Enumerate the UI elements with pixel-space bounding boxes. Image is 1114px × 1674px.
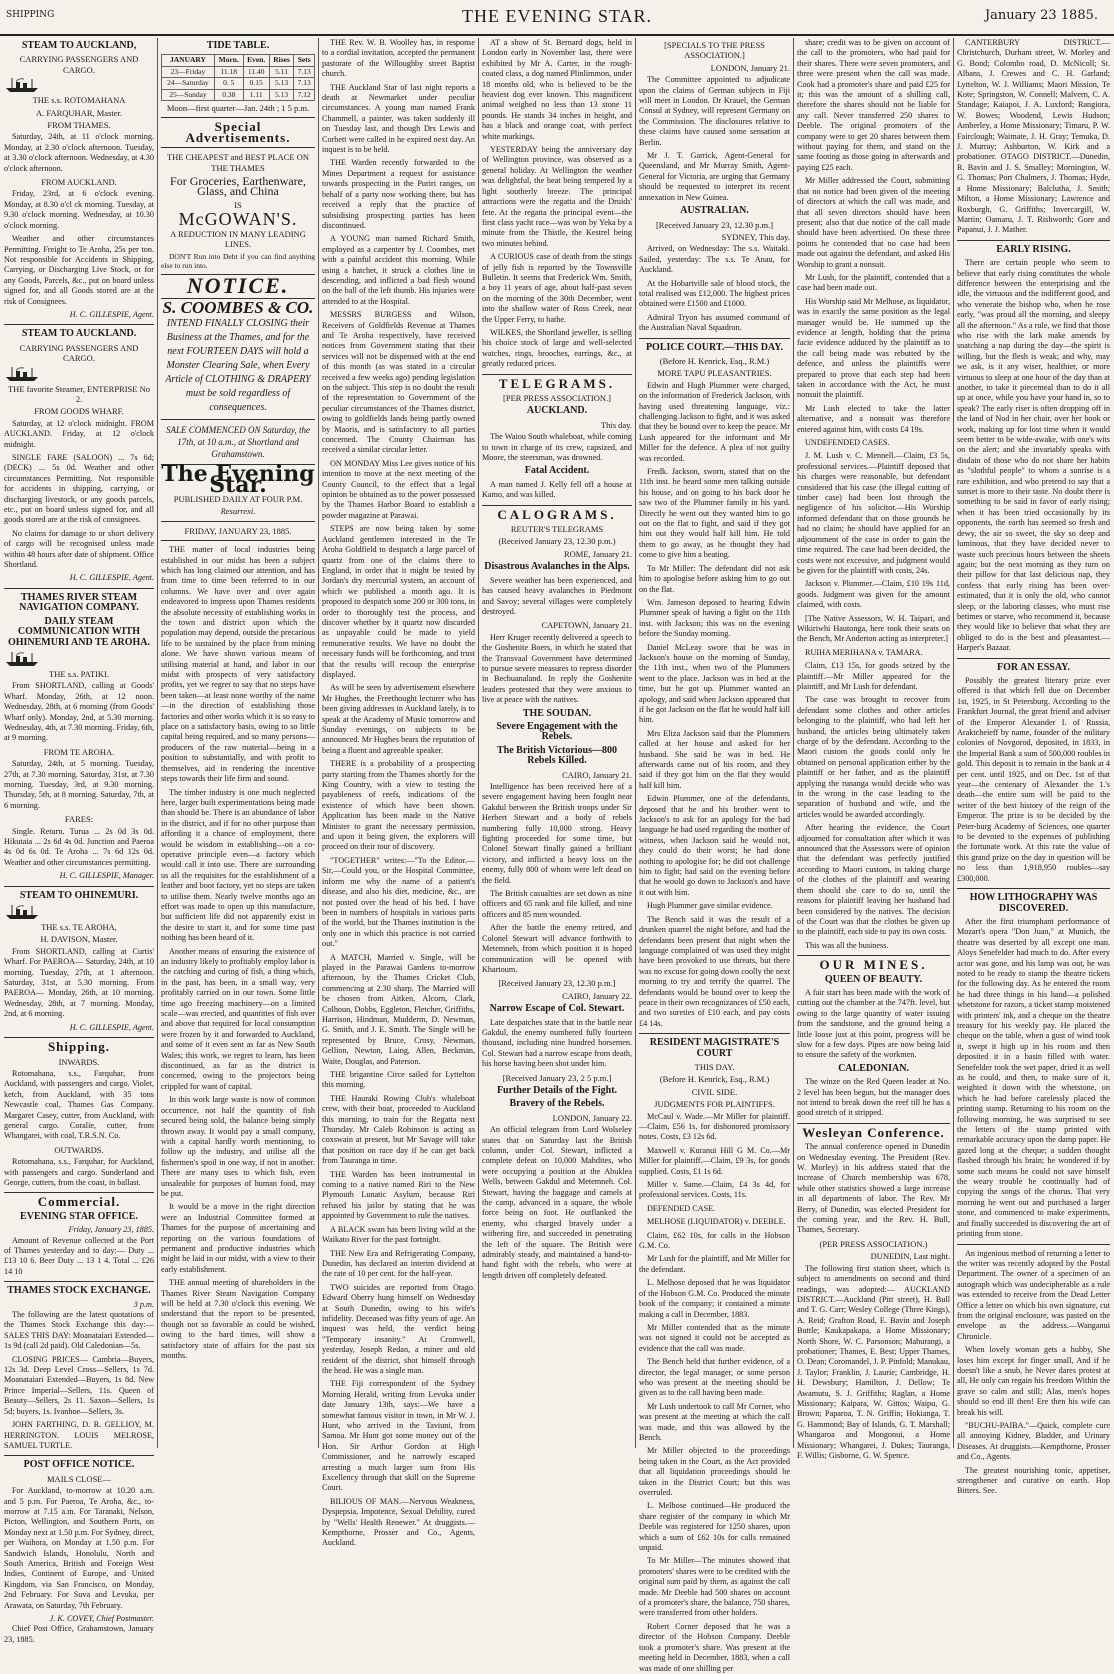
queen-of-beauty-heading: QUEEN OF BEAUTY. xyxy=(824,973,923,985)
tide-header: Sets xyxy=(294,55,315,66)
court-paragraph: Mr Lush elected to take the latter alternative, and a nonsuit was therefore entered against him, with costs £4 19s. xyxy=(797,403,950,434)
fatal-accident-heading: Fatal Accident. xyxy=(524,465,590,477)
court-paragraph: After hearing the evidence, the Court adjourned for consultation after which it was announced that the Assessors were of opinion that the defendant was perfectly justified according to Maori custom, in taking charge of the clothes of the plaintiff and wearing them should she care to do so, until the reasons for plaintiff leaving her husband had been considered by the natives. The decision of the Court was that the clothes be given up to the plaintiff, each side to pay its own costs. xyxy=(797,823,950,937)
divider xyxy=(4,1192,154,1193)
court-continued xyxy=(797,38,950,951)
tide-cell: 7.12 xyxy=(294,89,315,100)
received-note: (Received January 23, 12.30 p.m.) xyxy=(498,536,616,547)
queen-of-beauty-text: A fair start has been made with the work of cutting out the chamber at the 747ft. level, but owing to the large quantity of water issuing from the sandstone, and the ground being a little loose just at this point, progress will be slow for a few days. Pipes are now being laid to ensure the safety of the workmen. xyxy=(797,987,950,1060)
tide-header: JANUARY xyxy=(162,55,215,66)
british-victorious-heading: The British Victorious—800 Rebels Killed. xyxy=(496,744,617,767)
police-before: (Before H. Kenrick, Esq., R.M.) xyxy=(659,355,770,366)
court-paragraph: Mr Miller addressed the Court, submitting that no notice had been given of the meeting of directors at which the call was made, and that all seven directors should have been present; also that due notice of the call made should have been advertised. On these three points he contended that no case had been made out against the defendant, and asked His Worship to grant a nonsuit. xyxy=(797,176,950,269)
tide-cell: 11.18 xyxy=(214,66,243,77)
signature-line: 3 p.m. xyxy=(133,1299,154,1309)
signature-line: Friday, January 23, 1885. xyxy=(68,1225,154,1235)
after-battle-text: After the battle the enemy retired, and Colonel Stewart will advance forthwith to Metemneh, from which position it is hoped communication will be opened with Khartoum. xyxy=(482,923,632,974)
column-divider xyxy=(953,38,954,1448)
sydney-text: Arrived, on Wednesday: The s.s. Waitaki. Sailed, yesterday: The s.s. Te Anau, for Auckland. xyxy=(639,244,790,275)
news-paragraph: A YOUNG man named Richard Smith, employed as a carpenter by J. Coombes, met with a painful accident this morning. While using a hatchet, it struck a clothes line in descending, and inflicted a bad flesh wound on the ball of the left thumb. His injuries were attended to at the Hospital. xyxy=(322,234,475,306)
capetown-text: Herr Kruger recently delivered a speech to the Goshenite Boers, in which he stated that the Transvaal Government have determined to pursue severe measures to repress disorder in Bechuanaland. In reply the Goshenite leaders protested that they were anxious to live at peace with the natives. xyxy=(482,632,632,705)
divider xyxy=(4,588,154,589)
tide-cell: 0.38 xyxy=(214,89,243,100)
court-paragraph: His Worship said Mr Melhose, as liquidator, was in exactly the same position as the legal manager would be. He summed up the evidence at length, holding that the prima facie evidence adduced by the plaintiff as to the call being made was rebutted by the defence, and unless the plaintiffs were prepared to prove that each step had been taken in accordance with the Act, he must nonsuit the plaintiff. xyxy=(797,296,950,400)
london-text: An official telegram from Lord Wolseley states that on Saturday last the British column, under Col. Stewart, inflicted a complete defeat on 10,000 Mahdites, who were occupying a position at the Abuklea Wells, between Gakdul and Metemneh. Col. Stewart, having the baggage and camels at the camp, advanced in a square, the whole force being on foot. He outflanked the enemy, who charged bravely under a withering fire, and succeeded in penetrating the left of the square. The British were admirably steady, and maintained a hand-to-hand fight with the rebels, who were at length driven off completely defeated. xyxy=(482,1125,632,1280)
essay-text: Possibly the greatest literary prize ever offered is that which fell due on December 1st, 1925, in St Petersburg. According to the Frankfurt Journal, the great friend and adviser of the Emperor Alexander I. of Russia, Araktcheieff by name, founder of the military colonies of Novgorod, deposited, in 1833, in the Imperial Bank a sum of 500,000 roubles in gold. This deposit is to remain in the bank at 4 per cent. until 1925, and on Dec. 1st of that year—the centenary of Alexander the 1.'s death—the entire sum will be paid to the writer of the best history of the reign of the Emperor. The prize is to be decided by the Peter-burg Academy of Sciences, one quarter to be devoted to the expenses of publishing the fortunate work. At this rate the value of this grand prize on the day in question will be no less than 1,918,950 roubles—say £300,000. xyxy=(957,675,1110,883)
rome-date: ROME, January 21. xyxy=(564,548,632,559)
court-paragraph: Fredk. Jackson, sworn, stated that on the 11th inst. he heard some men talking outside his house, and on going to his back door he saw two of the Plummer family in his yard. Directly he went out they wanted him to go out on the flat to fight, and said if they got him out they would half kill him. He told them to go away, as he thought they had come to give him a beating. xyxy=(639,467,790,560)
court-paragraph: Maxwell v. Kuranui Hill G M. Co.—Mr Miller for plaintiff.—Claim, £9 3s, for goods supplied. Costs, £1 1s 6d. xyxy=(639,1145,790,1176)
news-paragraph: A MATCH, Married v. Single, will be played in the Parawai Gardens to-morrow afternoon, by the Thames Cricket Club, commencing at 2.30 sharp. The Married will be chosen from Aitken, Alcorn, Clark, Colhoun, Dobbs, Eggleton, Fletcher, Griffiths, Harrison, Hindman, Mudderm, D. Newman, G. Smith, and J. E. Smith. The Single will be represented by Bruce, Crosy, Newman, Gellion, Newton, Laing, Allen, Beckman, Waite, Douglas, and Paterson. xyxy=(322,952,475,1066)
editorial-body xyxy=(161,545,315,1361)
court-paragraph: MELHOSE (LIQUIDATOR) v. DEEBLE. xyxy=(647,1217,786,1227)
centered-line: MAILS CLOSE— xyxy=(47,1473,111,1484)
news-paragraph: A BLACK swan has been living wild at the Waikato River for the past fortnight. xyxy=(322,1224,475,1245)
masthead xyxy=(0,0,1114,36)
severe-engagement-heading: Severe Engagement with the Rebels. xyxy=(496,720,618,743)
auckland-text: The Waiou South whaleboat, while coming to town in charge of its crew, capsized, and Moore, the steersman, was drowned. xyxy=(482,432,632,463)
tide-cell: 23—Friday xyxy=(162,66,215,77)
centered-line: FROM AUCKLAND. xyxy=(41,177,117,188)
soudan-heading: THE SOUDAN. xyxy=(522,707,592,719)
miscellany-paragraph: The greatest nourishing tonic, appetiser, strengthener and curative on earth. Hop Bitters. See. xyxy=(957,1465,1110,1496)
paragraph: From SHORTLAND, calling at Curtis' Wharf. For PAEROA— Saturday, 24th, at 10 morning. Tuesday, 27th, at 1 afternoon. Saturday, 31st, at 5.30 morning. From PAEROA— Monday, 26th, at 10 morning. Wednesday, 28th, at 7 morning. Monday, 2nd, at 6 morning. xyxy=(4,946,154,1019)
avalanche-heading: Disastrous Avalanches in the Alps. xyxy=(484,561,630,573)
court-paragraph: Hugh Plummer gave similar evidence. xyxy=(647,901,773,911)
court-paragraph: Mrs Eliza Jackson said that the Plummers called at her house and asked for her husband. She said he was in bed. He afterwards came out of his room, and they said if they got him on the flat they would half kill him. xyxy=(639,728,790,790)
section-heading: STEAM TO OHINEMURI. xyxy=(19,889,139,901)
london-date: LONDON, January 22. xyxy=(552,1112,632,1123)
reuters-note: REUTER'S TELEGRAMS xyxy=(510,524,604,535)
news-paragraph: THE Auckland Star of last night reports a death at Newmarket under peculiar circumstances. A young man named Frank Chammell, a painter, was taken suddenly ill on Tuesday last, and though Drs Lewis and Corbett were called in he expired next day. An inquest is to be held. xyxy=(322,82,475,155)
notice-heading: NOTICE. xyxy=(186,273,290,299)
court-paragraph: To Mr Miller: The defendant did not ask him to apologise before asking him to go out on the flat. xyxy=(639,563,790,594)
miscellany xyxy=(957,1249,1110,1497)
divider xyxy=(4,1455,154,1456)
avalanche-text: Severe weather has been experienced, and has caused heavy avalanches in Piedmont and Savoy; several villages were completely destroyed. xyxy=(482,575,632,616)
civil-side: CIVIL SIDE. xyxy=(691,1086,738,1097)
editorial-paragraph: Another means of ensuring the existence of an industry likely to profitably employ labor is the catching and curing of fish, a thing which, in the past, has been, in a small way, very profitably carried on in our town. Some little time ago freezing machinery—on a limited scale—was erected, and quantities of fish over and above that required for local consumption were frozen by it and forwarded to Auckland, and some of it even sent as far as New South Wales; this work, we regret to learn, has been discontinued, as far as the district is concerned, owing to the projectors being crippled for want of capital. xyxy=(161,946,315,1091)
news-paragraph: As will be seen by advertisement elsewhere Mr Hughes, the Freethought lecturer who has been giving addresses in Auckland lately, is to speak at the Academy of Music tomorrow and Sunday evenings, on subjects to be announced. Mr Hughes bears the reputation of being a fluent and agreeable speaker. xyxy=(322,683,475,755)
issue-date: January 23 1885. xyxy=(984,8,1098,23)
tide-cell: 25—Sunday xyxy=(162,89,215,100)
tide-header: Morn. xyxy=(214,55,243,66)
news-paragraph: THE Rev. W. B. Woolley has, in response to a cordial invitation, accepted the permanent pastorate of the Willoughby street Baptist church. xyxy=(322,38,475,79)
court-paragraph: McCaul v. Wade.—Mr Miller for plaintiff.—Claim, £56 1s, for dishonored promissory notes. Costs, £3 12s 6d. xyxy=(639,1111,790,1142)
paragraph: SINGLE FARE (SALOON) ... 7s 6d; (DECK) ... 5s 0d. Weather and other circumstances Permitting. Not responsible for accidents in shipping, carrying, or discharging livestock, or any goods parcels, etc., put on board unless signed for, and all goods stored are at the risk of consignees. xyxy=(4,453,154,525)
coombes-text: INTEND FINALLY CLOSING their Business at the Thames, and for the next FOURTEEN DAYS will hold a Monster Clearing Sale, when Every Article of CLOTHING & DRAPERY must be sold regardless of consequences. xyxy=(165,318,311,414)
judgments-heading: JUDGMENTS FOR PLAINTIFFS. xyxy=(654,1099,775,1110)
received-note-2: [Received January 23, 12.30 p.m.] xyxy=(498,978,616,989)
column-advertisements xyxy=(161,38,315,1448)
centered-line: OUTWARDS. xyxy=(54,1144,104,1155)
bravery-heading: Bravery of the Rebels. xyxy=(509,1098,605,1110)
court-paragraph: This was all the business. xyxy=(805,940,889,950)
news-paragraph: AT a show of St. Bernard dogs, held in London early in November last, there were exhibited by Mr A. Carter, in the rough-coated class, a dog named Plinlimmon, under 18 months old, who is believed to be the heaviest dog ever known. This magnificent animal weighed no less than 13 stone 11 pounds. He stands 34 inches in height, and has a black and orange coat, with perfect white markings. xyxy=(482,38,632,141)
news-paragraph: THE brigantine Circe sailed for Lyttelton this morning. xyxy=(322,1070,475,1090)
news-paragraph: WILKES, the Shortland jeweller, is selling his choice stock of large and well-selected watches, rings, brooches, earrings, &c., at greatly reduced prices. xyxy=(482,327,632,369)
court-paragraph: Claim, £62 10s, for calls in the Hobson G.M. Co. xyxy=(639,1230,790,1251)
section-heading: STEAM TO AUCKLAND. xyxy=(21,328,137,340)
paragraph: Rotomahana, s.s., Farquhar, from Auckland, with passengers and cargo. Violet, ketch, from Auckland, with 35 tons Newcastle coal, Thames Gas Company. Margaret Casey, cutter, from Auckland, with general cargo. Coralie, cutter, from Whangarei, with coal, T.R.S.N. Co. xyxy=(4,1068,154,1141)
paragraph: Amount of Revenue collected at the Port of Thames yesterday and to day:— Duty ... £13 10 6. Beer Duty ... 13 1 4. Total ... £26 14 10 xyxy=(4,1235,154,1276)
auckland-date: This day. xyxy=(600,419,632,430)
tide-header: Even. xyxy=(243,55,269,66)
tide-header: Rises xyxy=(269,55,294,66)
centered-line: THE favorite Steamer, ENTERPRISE No 2. xyxy=(7,383,150,404)
caledonian-heading: CALEDONIAN. xyxy=(838,1062,909,1074)
divider xyxy=(4,1037,154,1038)
dunedin-date: DUNEDIN, Last night. xyxy=(870,1251,950,1262)
news-paragraph: STEPS are now being taken by some Auckland gentlemen interested in the Te Aroha Goldfield to despatch a large parcel of quartz from one of the claims there to England, in order that it might be tested by Jordan's dry mercurial system, an account of which we published a month ago. It is proposed to despatch some 200 or 300 tons, in order to thoroughly test the process, and discover whether by it quartz now discarded as unpayable could be made to yield remunerative results. We have no doubt the necessary funds will be forthcoming, and trust that the results will recoup the enterprise displayed. xyxy=(322,524,475,679)
narrow-escape-heading: Narrow Escape of Col. Stewart. xyxy=(489,1003,625,1015)
wesleyan-heading: Wesleyan Conference. xyxy=(802,1124,945,1140)
centered-line: THE s.s. ROTOMAHANA xyxy=(32,95,126,106)
subheading: CARRYING PASSENGERS AND CARGO. xyxy=(19,54,139,75)
british-loss-text: The British casualties are set down as nine officers and 65 rank and file killed, and nine officers and 85 men wounded. xyxy=(482,889,632,919)
australian-heading: AUSTRALIAN. xyxy=(680,205,749,217)
rm-court-heading: RESIDENT MAGISTRATE'S COURT xyxy=(649,1037,780,1059)
tide-row xyxy=(162,78,315,89)
narrow-escape-text: Late despatches state that in the battle near Gakdul, the enemy numbered fully fourteen thousand, including nine hundred horsemen. Col. Stewart had a narrow escape from death, his horse having been shot under him. xyxy=(482,1017,632,1069)
centered-line: FROM TE AROHA. xyxy=(43,746,115,757)
hobart-text: At the Hobartville sale of blood stock, the total realised was £12,000. The highest prices obtained were £1500 and £1000. xyxy=(639,278,790,309)
section-heading: Shipping. xyxy=(47,1039,111,1055)
news-paragraph: THE Warden has been instrumental in coming to a native named Riri to the New Plymouth Lunatic Asylum, because Riri refused his jailor by stating that he was appointed by Government to rule the natives. xyxy=(322,1169,475,1221)
further-details-heading: Further Details of the Fight. xyxy=(496,1084,618,1096)
tapu-heading: MORE TAPU PLEASANTRIES. xyxy=(657,368,772,379)
capetown-date: CAPETOWN, January 21. xyxy=(541,620,632,631)
police-court-heading: POLICE COURT.—THIS DAY. xyxy=(645,341,784,353)
section-heading: THAMES RIVER STEAM NAVIGATION COMPANY. xyxy=(19,591,139,614)
evening-star-heading: The Evening Star. xyxy=(161,461,315,498)
centered-line: FARES: xyxy=(64,814,94,825)
cairo-text: Intelligence has been received here of a severe engagement having been fought near Gakdul between the British troops under Sir Herbert Stewart and a body of rebels numbering fully 10,000 strong. Heavy fighting proceeded for some time, but Colonel Stewart finally gained a brilliant victory, and inflicted a heavy loss on the enemy, fully 800 of whom were left dead on the field. xyxy=(482,782,632,885)
tide-cell: 11.40 xyxy=(243,66,269,77)
news-paragraph: TWO suicides are reported from Otago. Edward Oberry hung himself on Wednesday at South Dunedin, owing to his wife's infidelity. Deceased was fifty years of age. An inquest was held, the verdict being "Temporary insanity." At Cromwell, yesterday, Joseph Redan, a miner and old resident of the district, shot himself through the head. He was a single man. xyxy=(322,1282,475,1375)
tide-cell: 24—Saturday xyxy=(162,78,215,89)
centered-line: H. DAVISON, Master. xyxy=(40,934,118,945)
court-paragraph: Daniel McLeay swore that he was in Jackson's house on the morning of Sunday, the 11th inst., when two of the Plummers went to the place. Jackson was in bed at the time, but he got up. Plummer wanted an apology, and said when Jackson appeared that if he got Jackson on the flat he would half kill him. xyxy=(639,642,790,725)
police-court-body xyxy=(639,381,790,1029)
paragraph: JOHN FARTHING, D. R. GELLIOY, M. HERRINGTON. LOUIS MELROSE, SAMUEL TURTLE. xyxy=(4,1420,154,1450)
steamship-icon xyxy=(4,77,40,93)
column-specials-court xyxy=(639,38,790,1673)
paragraph: Saturday, at 12 o'clock midnight. FROM AUCKLAND. Friday, at 12 o'clock midnight. xyxy=(4,418,154,449)
divider xyxy=(4,886,154,887)
court-paragraph: J. M. Lush v. C. Mennell.—Claim, £3 5s, professional services.—Plaintiff deposed that his charges were reasonable, but defendant considered that his case (the illegal cutting of timber case) had been lost through the negligence of his solicitor.—His Worship informed defendant that on those grounds he had no claim; he should have applied for an adjournment of the case in order to gain the time required. The case had been decided, the costs were not excessive, and judgment would be given for the plaintiff with costs, 24s. xyxy=(797,451,950,575)
news-paragraph: BILIOUS OF MAN.—Nervous Weakness, Dyspepsia, Impotence, Sexual Debility, cured by "Wells' Health Renewer." At druggists.—Kempthorne, Prosser and Co., Agents, Auckland. xyxy=(322,1496,475,1548)
column-local-news xyxy=(322,38,475,1548)
specials-heading: [SPECIALS TO THE PRESS ASSOCIATION.] xyxy=(664,40,765,61)
court-paragraph: Mr Miller contended that as the minute was not signed it could not be accepted as evidence that the call was made. xyxy=(639,1322,790,1353)
signature-line: J. K. COVEY, Chief Postmaster. xyxy=(49,1614,154,1623)
centered-line: THE s.s. TE AROHA, xyxy=(41,922,117,933)
ad-reduction: A REDUCTION IN MANY LEADING LINES. xyxy=(170,228,306,250)
signature-line: H. C. GILLESPIE, Agent. xyxy=(69,1022,154,1032)
signature-line: H. C. GILLESPIE, Manager. xyxy=(59,871,154,881)
london-text: The Committee appointed to adjudicate upon the claims of German subjects in Fiji will meet in London. Dr Krauel, the German Consul at Sydney, will represent Germany on the Commission. The disclosures relative to these claims have caused some sensation at Berlin. xyxy=(639,75,790,147)
court-paragraph: L. Melhose deposed that he was liquidator of the Hobson G.M. Co. Produced the minute book of the company; it contained a minute making a call in December, 1883. xyxy=(639,1278,790,1319)
news-paragraph: A CURIOUS case of death from the stings of jelly fish is reported by the Townsville Bulletin. It seems that Frederick Wm. Smith, a boy 11 years of age, about half-past seven on the morning of the 30th December, went into the shallow water of Ross Creek, near the Upper Ferry, to bathe. xyxy=(482,252,632,324)
signature-line: H. C. GILLESPIE, Agent. xyxy=(69,309,154,319)
column-divider xyxy=(793,38,794,1448)
court-paragraph: Mr Lush undertook to call Mr Corner, who was present at the meeting at which the call was made, and this was allowed by the Bench. xyxy=(639,1401,790,1442)
court-paragraph: Edwin and Hugh Plummer were charged, on the information of Frederick Jackson, with having used threatening language, viz.: challenging Jackson to fight, and it was asked that they be bound over to keep the peace. Mr Lush appeared for the informant and Mr Miller for the defence. A plea of not guilty was recorded. xyxy=(639,380,790,463)
court-paragraph: The Bench said it was the result of a drunken quarrel the night before, and had the defendants been present that night when the language complained of was used they might have been provoked to use threats, but there was no excuse for going down coolly the next morning to try and terrify the quarrel. The defendants would be bound over to keep the peace in their own recognizances of £50 each, and two sureties of £10 each, and pay costs £4 14s. xyxy=(639,914,790,1028)
court-paragraph: Mr Miller objected to the proceedings being taken in the Court, as the Act provided that all liquidation proceedings should be taken in the District Court; but this was overruled. xyxy=(639,1446,790,1497)
rm-court-body xyxy=(639,1112,790,1674)
early-rising-text: There are certain people who seem to believe that early rising constitutes the whole difference between the enterprising and the idle, the virtuous and the indifferent good, and who venerate the bishop who, when he rose early, "was proud all the morning, and sleepy all the afternoon." As a rule, we find that those who rise with the lark make amends by snatching a nap during the day—the spirit is willing, but the flesh is weak; and why, may we ask, is it any wiser, healthier, or more virtuous to sleep at one hour of the day than at another, to take it piecemeal than to do it all up at once, while you have your hand in, so to speak? The early riser is often dropping off in the land of Nod in her chair, over her book or work, making up for lost time when it would seem better to be wide-awake, with one's wits on the alert; and she invariably speaks with disdain of those who do not share her habits as "slothful people" to whom a sunrise is a rare exhibition, and who pretend to say that a sunset is more to their taste. No doubt there is something to be said in favor of early rising; when it has been tried occasionally by its opponents, the earth has seemed so fresh and dewy, the air so sweet, the sky so deep and luminous, that they have decided never to waste such precious hours between the sheets again; but the next morning as they turn on their pillow for that last delicious nap, they confess that early rising has been over-estimated, that it is only the old, who cannot sleep, or the laboring classes, who must rise betimes or starve, who recommend it, because they would like to believe that what they are obliged to do is the best and pleasantest.—Harper's Bazaar. xyxy=(957,258,1110,653)
court-paragraph: L. Melhose continued—He produced the share register of the company in which Mr Deeble was registered for 1250 shares, upon which a sum of £62 10s for calls remained unpaid. xyxy=(639,1501,790,1553)
tide-row xyxy=(162,89,315,100)
column-telegrams xyxy=(482,38,632,1448)
court-paragraph: The case was brought to recover from defendant some clothes and other articles belonging to the plaintiff, who had left her husband, the articles being ultimately taken charge of by the defendant. According to the Maori custom the goods could only be obtained on personal application either by the plaintiff or her father, and as the plaintiff applying the runanga would decide who was in the wrong in the case leading to the separation of husband and wife, and the articles would be awarded accordingly. xyxy=(797,695,950,819)
steamship-icon xyxy=(4,366,40,382)
resurrexi-motto: Resurrexi. xyxy=(220,506,256,517)
column-divider xyxy=(318,38,319,1448)
miscellany-paragraph: "BUCHU-PAIBA."—Quick, complete cure all annoying Kidney, Bladder, and Urinary Diseases. At druggists.—Kempthorne, Prosser and Co., Agents. xyxy=(957,1421,1110,1462)
tide-table-title: TIDE TABLE. xyxy=(206,40,270,51)
london-date: LONDON, January 21. xyxy=(710,62,790,73)
calograms-heading: CALOGRAMS. xyxy=(497,506,617,522)
tide-table xyxy=(161,54,315,101)
cairo-date: CAIRO, January 21. xyxy=(562,769,632,780)
news-paragraph: MESSRS BURGESS and Wilson, Receivers of Goldfields Revenue at Thames and Te Aroha respectively, have received notices from Government stating that their services will not be dispensed with at the end of this month (as was stated in a circular received a few weeks ago) pending legislation on the subject. This step is no doubt the result of the representation to Government of the peculiar circumstances of the Thames district, owing to goldfields lands being partly owned by Maoris, and is satisfactory to all parties concerned. The County Chairman has received a similar circular letter. xyxy=(322,310,475,455)
news-paragraph: "TOGETHER" writes:—"To the Editor.—Sir,—Could you, or the Hospital Committee, inform me why the name of a patient's disease, and also his diet, medicine, &c., are not posted over the head of his bed. I have been in numbers of hospitals in various parts of the world, but the Thames institution is the only one in which this practice is not carried out." xyxy=(322,855,475,949)
lithography-heading: HOW LITHOGRAPHY WAS DISCOVERED. xyxy=(969,892,1098,914)
court-paragraph: Jackson v. Plummer.—Claim, £10 19s 11d, goods. Judgment was given for the amount claimed, with costs. xyxy=(797,579,950,610)
editorial-date: FRIDAY, JANUARY 23, 1885. xyxy=(184,525,292,536)
paragraph: For Auckland, to-morrow at 10.20 a.m. and 5 p.m. For Paeroa, Te Aroha, &c., to-morrow at 7.15 a.m. For Taranaki, Nelson, Picton, Wellington, and Southern Ports, on Monday next at 1.50 p.m. For Sydney, direct, per Waihora, on Monday at 1.50 p.m. For Sandwich Islands, Honolulu, North and South America, British and Foreign West Indies, Continent of Europe, and United Kingdom, via San Francisco, on Monday, 2nd February. For Suva and Levuka, per Arawata, on Saturday, 7th February. xyxy=(4,1486,154,1610)
court-paragraph: Mr Lush for the plaintiff, and Mr Miller for the defendant. xyxy=(639,1254,790,1274)
centered-line: THE s.s. PATIKI. xyxy=(49,668,109,679)
editorial-paragraph: The timber industry is one much neglected here, larger built experimentations being made than should be. There is an abundance of labor in the district, and if for no other purpose than affording it a chance of employment, there would be wisdom in establishing—on a co-operative principle even—a factory which would call it into use. There are surrounding us all the requisites for the establishment of a leather and boot factory, yet no steps are taken to utilise them. Nearly twelve months ago an effort was made to open up this manufacture, but sufficient life did not apparently exist in the desire to start it, and for some time past nothing has been heard of it. xyxy=(161,787,315,943)
signature-line: H. C. GILLESPIE, Agent. xyxy=(69,573,154,583)
received-note: [Received January 23, 12.30 p.m.] xyxy=(655,219,774,230)
section-heading: EVENING STAR OFFICE. xyxy=(20,1210,138,1222)
tide-cell: 5.13 xyxy=(269,89,294,100)
column-divider xyxy=(157,38,158,1448)
cairo-date-2: CAIRO, January 22. xyxy=(562,990,632,1001)
telegrams-heading: TELEGRAMS. xyxy=(498,375,616,391)
court-paragraph: Mr Lush, for the plaintiff, contended that a case had been made out. xyxy=(797,272,950,293)
our-mines-heading: OUR MINES. xyxy=(819,957,928,973)
court-paragraph: Edwin Plummer, one of the defendants, deposed that he and his brother went to Jackson's to ask for an apology for the bad language he had used regarding the mother of witness, when Jackson said he would not, they could do their worst; he had done nothing to apologise for; he did not challenge him to fight; had said on the evening before that he would go down to Jackson's and have it out with him. xyxy=(639,794,790,897)
paragraph: The following are the latest quotations of the Thames Stock Exchange this day:— SALES THIS DAY: Moanataiari Extended—1s 9d (call 2d paid). Old Caledonian—5s. xyxy=(4,1310,154,1351)
paragraph: Single. Return. Turua ... 2s 0d 3s 0d. Hikutaia ... 2s 6d 4s 0d. Junction and Paeroa 4s 0d 6s 0d. Te Aroha ... 7s 6d 12s 0d. Weather and other circumstances permitting. xyxy=(4,826,154,867)
ad-dont-run: DON'T Run into Debt if you can find anything else to run into. xyxy=(161,251,315,270)
tide-cell: 0.15 xyxy=(243,78,269,89)
paragraph: Saturday, 24th, at 5 morning. Tuesday, 27th, at 7.30 morning. Saturday, 31st, at 7.30 morning. Tuesday, 3rd, at 9.30 morning. Thursday, 5th, at 8 morning. Saturday, 7th, at 6 morning. xyxy=(4,759,154,810)
fatal-accident-text: A man named J. Kelly fell off a house at Kamo, and was killed. xyxy=(482,479,632,500)
section-heading: POST OFFICE NOTICE. xyxy=(23,1459,135,1471)
editorial-paragraph: THE annual meeting of shareholders in the Thames River Steam Navigation Company will be held at 7.30 o'clock this evening. We understand that the report to be presented, though not so favorable as could be wished, owing to the hard times, will show a satisfactory state of affairs for the past six months. xyxy=(161,1278,315,1361)
steamship-icon xyxy=(4,651,40,667)
court-paragraph: Robert Corner deposed that he was a director of the Hobson Company. Deeble took a promoter's share. Was present at the meeting held in December, 1883, when a call was made of one shilling per xyxy=(639,1621,790,1673)
local-news-continued xyxy=(482,38,632,370)
published-daily: PUBLISHED DAILY AT FOUR P.M. xyxy=(173,493,303,504)
news-paragraph: ON MONDAY Miss Lee gives notice of his intention to move at the next meeting of the County Council, to the effect that a legal opinion be obtained as to the power possessed by the Thames Harbor Board to establish a powder magazine at Parawai. xyxy=(322,458,475,520)
coombes-heading: S. COOMBES & CO. xyxy=(162,297,314,317)
agents-general-text: Mr J. T. Garrick, Agent-General for Queensland, and Mr Murray Smith, Agent-General for Victoria, are urging that Germany should be requested to interpret its recent annexation in New Guinea. xyxy=(639,151,790,202)
court-paragraph: share; credit was to be given on account of the call to the promoters, who had paid for their shares. There were seven promoters, and three were present when the call was made. Cook had a promoter's share and paid £25 for it; this was the amount of a shilling call, therefore the shares should not be liable for any call. Never transferred 250 shares to Deeble. The original promoters of the company were to get 20 shares between them without paying for them, and stand on the same footing as those going in afterwards and paying £25 each. xyxy=(797,38,950,172)
editorial-paragraph: It would be a move in the right direction were an Industrial Committee formed at Thames for the purpose of ascertaining and reporting on the various foundations of permanent and productive industries which might be laid in our midst, with a view to their early establishment. xyxy=(161,1202,315,1274)
rm-before: (Before H. Kenrick, Esq., R.M.) xyxy=(659,1074,770,1085)
tide-moon-note: Moon—first quarter—Jan. 24th ; 1 5 p.m. xyxy=(166,103,310,114)
court-paragraph: DEFENDED CASE. xyxy=(647,1203,716,1213)
news-paragraph: THE Fiji correspondent of the Sydney Morning Herald, writing from Levuka under date January 13th, says:—We have a somewhat famous visitor in town, in Mr W. J. Hunt, who arrived in the Taviuni, from Samoa. Mr Hunt got some money out of the Hon. Sir Arthur Gordon at High Commissioner, and he narrowly escaped arresting a much larger sum from His Excellency through that skill on the Supreme Court. xyxy=(322,1379,475,1493)
centered-line: A. FARQUHAR, Master. xyxy=(35,107,123,118)
news-paragraph: THERE is a probability of a prospecting party starting from the Thames shortly for the King Country, with a view to testing the payableness of reefs, indications of the existence of which have been shown. Application has been made to the Native Minister to grant the necessary permission, and upon it being given, the explorers will proceed on their tour of discovery. xyxy=(322,759,475,852)
ad-mcgowans: McGOWAN'S. xyxy=(178,209,298,230)
paragraph: Saturday, 24th, at 11 o'clock morning. Monday, at 2.30 o'clock afternoon. Tuesday, at 3.30 o'clock afternoon. Wednesday, at 4.30 o'clock afternoon. xyxy=(4,132,154,173)
court-paragraph: The Bench held that further evidence, of a director, the legal manager, or some person who was present at the meeting should be given as to the call having been made. xyxy=(639,1357,790,1398)
special-advertisements-heading: Special Advertisements. xyxy=(185,119,291,145)
divider xyxy=(4,1281,154,1282)
centered-line: INWARDS. xyxy=(58,1056,100,1067)
ad-groceries: For Groceries, Earthenware, Glass, and China xyxy=(170,174,306,199)
news-paragraph: THE New Era and Refrigerating Company, Dunedin, has declared an interim dividend at the rate of 10 per cent. for the half-year. xyxy=(322,1248,475,1279)
paragraph: Chief Post Office, Grahamstown, January 23, 1885. xyxy=(4,1624,154,1644)
column-court-mines xyxy=(797,38,950,1460)
editorial-paragraph: In this work large waste is now of common occurrence, not half the quantity of fish secured being sold, the balance being simply thrown away. It would pay a small company, with a capital hardly worth mentioning, to follow up the industry, and utilise all the fishermen's spoil in one way, if not in another. There are many uses to which fish, even unsaleable for purposes of human food, may be put. xyxy=(161,1095,315,1198)
miscellany-paragraph: When lovely woman gets a hubby, She loses him except for finger small, And if he doesn't like a snub, he Never dares protest at all, He only can regain his freedom Within the grave so calm and still; Alas, men's hopes should so end ill then! Ere then his wife can break his will. xyxy=(957,1345,1110,1417)
districts-text: CANTERBURY DISTRICT.—Christchurch, Durham street, W. Morley and G. Bond; Colombo road, D. McNicoll; St. Albans, J. Crewes and C. H. Garland; Lyttelton, W. J. Williams; Maori Mission, Te Kote; Springston, W. Connell; Malvern, C. A. Standage; Kaiapoi, J. A. Luxford; Rangiora, W. Bowes; Woodend, Lewis Hudson; Amberley, a Home Missionary; Timaru, P. W. Fairclough; Waimate, J. H. Gray; Temuka, D. J. Murray; Ashburton, W. Kirk and a probationer. OTAGO DISTRICT.—Dunedin, R. Bavin and J. S. Smalley; Mornington, W. G. Thomas; Port Chalmers, J. Thomas; Hyde, a Home Missionary; Balclutha, J. Smith; Milton, a Home Missionary; Lawrence and Roxburgh, G. Griffiths; Invercargill, W. Martin; Oamaru, J. T. Rishworth; Gore and Papanui, J. J. Mather. xyxy=(957,38,1110,235)
sydney-date: SYDNEY, This day. xyxy=(721,231,790,242)
tide-cell: 5.13 xyxy=(269,78,294,89)
divider xyxy=(4,324,154,325)
court-paragraph: Wm. Jameson deposed to hearing Edwin Plummer speak of having a fight on the 11th inst. with Jackson; this was on the evening before the Sunday morning. xyxy=(639,597,790,639)
wesleyan-text: The annual conference opened in Dunedin on Wednesday evening. The President (Rev. W. Morley) in his address stated that the increase of Church membership was 678, while other statistics showed a large increase in all departments of labor. The Rev. Mr Berry, of Dunedin, was elected President for the coming year, and the Rev. H. Bull, Thames, Secretary. xyxy=(797,1142,950,1235)
section-heading: Commercial. xyxy=(37,1194,121,1210)
section-heading: DAILY STEAM COMMUNICATION WITH OHINEMURI AND TE AROHA. xyxy=(7,615,151,648)
sale-commenced: SALE COMMENCED ON Saturday, the 17th, at 10 a.m., at Shortland and Grahamstown. xyxy=(166,425,310,460)
tide-cell: 1.11 xyxy=(243,89,269,100)
paragraph: No claims for damage to or short delivery of cargo will be recognised unless made within 48 hours after date of shipment. Office Shortland. xyxy=(4,528,154,570)
news-paragraph: THE Warden recently forwarded to the Mines Department a request for assistance towards prospecting in the Puriri ranges, on behalf of a party now working there, but has received a reply that the practice of subsidising prospecting parties has been discontinued. xyxy=(322,158,475,230)
court-paragraph: [The Native Assessors, W. H. Taipari, and Wikiriwhi Hautonga, here took their seats on the Bench, Mr Anderton acting as interpreter.] xyxy=(797,613,950,644)
stations-text: The following first station sheet, which is subject to amendments on second and third readings, was adopted:— AUCKLAND DISTRICT.—Auckland (Pitt street), H. Bull and T. G. Carr; Wesley College (Three Kings), A. Reid; Grafton Road, E. Bavin and Joseph Buttle; Kaukapakapa, a Home Missionary; North Shore, W. C. Parsonson; Mahurangi, a probationer; Thames, E. Best; Upper Thames, O. Dean; Coromandel, J. P. Pinfold; Manukau, J. Taylor; Franklin, J. Laurie; Cambridge, H. H. Dewsbury; Hamilton, J. Dellow; Te Awamutu, S. J. Griffiths; Raglan, a Home Missionary; Kaipara, W. Gittos; Waipu, G. Brown; Paparoa, T. N. Griffin; Hokianga, T. G. Hammond; Bay of Islands, G. T. Marshall; Whangaroa and Mongonui, a Home Missionary; Whangarei, J. Dukes; Tauranga, F. Willis; Gisborne, G. W. Spence. xyxy=(797,1263,950,1460)
tide-cell: 7.13 xyxy=(294,66,315,77)
masthead-left-label: SHIPPING xyxy=(6,10,55,20)
column-divider xyxy=(635,38,636,1448)
tide-cell: 5.11 xyxy=(269,66,294,77)
editorial-paragraph: THE matter of local industries being established in our midst has been a subject which has long claimed our attention, and has from time to time been referred to in our columns. We have over and over again endeavored to impress upon Thames residents the absolute necessity of establishing works in the town and district upon which the population may depend, outside the precarious life to be sustained by the place from mining alone. We have shown various means of utilising material at hand, and labor in our midst with prospects of very satisfactory profits, yet we regret to say that no steps have been taken—at least none worthy of the name—in the direction of establishing those factories and other works which it is so easy to place on a satisfactory basis, owing to so little capital being required, and so many persons—producers of the raw material—being in a position to substantially, and with profit to themselves, aid in rendering the incentive steps towards their life firm and sound. xyxy=(161,545,315,784)
newspaper-title: THE EVENING STAR. xyxy=(461,6,653,26)
tide-row xyxy=(162,66,315,77)
court-paragraph: RUIHA MERIHANA v. TAMARA. xyxy=(805,647,923,657)
miscellany-paragraph: An ingenious method of returning a letter to the writer was recently adopted by the Postal Department. The owner of a specimen of an autograph which was undecipherable as a rule was extended to receive from the Dead Letter Office a letter on which his own signature, cut from the original enclosure, was pasted on the envelope as the address.—Wanganui Chronicle. xyxy=(957,1248,1110,1341)
paragraph: Friday, 23rd, at 6 o'clock evening. Monday, at 8.30 o'cl ck morning. Tuesday, at 9.30 o'clock morning. Wednesday, at 10.30 o'clock morning. xyxy=(4,189,154,230)
per-press: (PER PRESS ASSOCIATION.) xyxy=(819,1238,928,1249)
paragraph: Rotomahana, s.s., Farquhar, for Auckland, with passengers and cargo. Sunderland and George, cutters, from the coast, in ballast. xyxy=(4,1157,154,1187)
news-paragraph: THE Hauraki Rowing Club's whaleboat crew, with their boat, proceeded to Auckland this morning, to train for the Regatta next Thursday. Mr Caleb Robinson is acting as coxswain at present, but Mr Savage will take that position on race day if he can get back from Tauranga in time. xyxy=(322,1093,475,1166)
rm-day: THIS DAY. xyxy=(694,1061,735,1072)
column-features xyxy=(957,38,1110,1496)
tide-cell: 0. 5 xyxy=(214,78,243,89)
court-paragraph: UNDEFENDED CASES. xyxy=(805,438,890,448)
subheading: CARRYING PASSENGERS AND CARGO. xyxy=(19,342,139,364)
early-rising-heading: EARLY RISING. xyxy=(996,243,1071,255)
paragraph: Weather and other circumstances Permitting. Freight to Te Aroha, 25s per ton. Not responsible for Accidents in Shipping, Carrying, or Discharging Live Stock, or for any Goods, Parcels, &c., put on board unless signed for, and all Goods stored are at the risk of Consignees. xyxy=(4,234,154,306)
court-paragraph: Claim, £13 15s, for goods seized by the plaintiff.—Mr Miller appeared for the plaintiff, and Mr Lush for defendant. xyxy=(797,661,950,691)
centered-line: FROM GOODS WHARF. xyxy=(34,406,124,417)
ad-is: IS xyxy=(234,199,242,210)
steamship-icon xyxy=(4,904,40,920)
press-association-note: [PER PRESS ASSOCIATION.] xyxy=(503,393,611,403)
caledonian-text: The winze on the Red Queen leader at No. 2 level has been begun, but the manager does not intend to break down the reef till he has a good stretch of it stripped. xyxy=(797,1077,950,1118)
column-divider xyxy=(478,38,479,1448)
paragraph: CLOSING PRICES— Cambria—Buyers, 12s 3d. Deep Level Cross—Sellers, 1s 7d. Moanataiari Extended—Buyers, 1s 8d. New Prince Imperial—Sellers, 11s. Queen of Beauty—Sellers, 2s 11. Saxon—Sellers, 1s 5d; buyers, 1s. Ivanhoe—Sellers, 3s. xyxy=(4,1354,154,1416)
admiral-text: Admiral Tryon has assumed command of the Australian Naval Squadron. xyxy=(639,312,790,333)
lithography-text: After the first triumphant performance of Mozart's opera "Don Juan," at Munich, the theatre was deserted by all except one man. Aloys Senefelder had much to do. After every actor was gone, and his lamp was out, he was noted to be ready to stamp the theatre tickets for the following day. As he entered the room he had three things in his hand—a polished whetstone for razors, a ticket stamp moistened with printers' ink, and a cheque on the theatre treasury for his weekly pay. He placed the cheque on the table, when a gust of wind took it, swept it high up in his room and then deposited it in a basin filled with water. Senefelder took the wet paper, dried it as well as he could, and then, to make sure of it, weighted it down with the whetstone, on which he had before carelessly placed the printing stamp. Returning to his room on the following morning, he was surprised to see the letters of the stamp printed with remarkable accuracy upon the damp paper. He gazed long at the cheque; a sudden thought flashed through his brain; he wondered if by some such means he could not save himself the weary trouble he continually had of copying the songs of the chorus. That very morning he went out and purchased a larger stone, and commenced to make experiments, and finally succeeded in discovering the art of printing from stone. xyxy=(957,916,1110,1239)
court-paragraph: Miller v. Same.—Claim, £4 3s 4d, for professional services. Costs, 11s. xyxy=(639,1180,790,1200)
news-paragraph: YESTERDAY being the anniversary day of Wellington province, was observed as a general holiday. At Wellington the weather was delightful, the heat being tempered by a light southerly breeze. The principal attractions were the regatta and the Druids' fete. At the regatta the principal event—the first class yacht race—was won by Yeka by a minute from the Thistle, the Kestrel being two minutes behind. xyxy=(482,145,632,248)
ad-cheapest: THE CHEAPEST and BEST PLACE ON THE THAMES xyxy=(166,152,310,173)
court-paragraph: To Mr Miller—The minutes showed that promoters' shares were to be credited with the original sum paid by them, as against the call made. Mr Deeble had 500 shares on account of a promoter's share, the balance, 750 shares, were transferred from other holders. xyxy=(639,1556,790,1618)
centered-line: FROM THAMES. xyxy=(47,120,111,131)
paragraph: From SHORTLAND, calling at Goods' Wharf. Monday, 26th, at 12 noon. Wednesday, 28th, at 6 morning (from Goods' Wharf only). Monday, 2nd, at 5.30 morning. Wednesday, 4th, at 7.30 morning. Friday, 6th, at 9 morning. xyxy=(4,681,154,743)
essay-heading: FOR AN ESSAY. xyxy=(997,661,1070,673)
section-heading: STEAM TO AUCKLAND, xyxy=(21,40,137,51)
section-heading: THAMES STOCK EXCHANGE. xyxy=(7,1285,151,1297)
auckland-heading: AUCKLAND. xyxy=(526,405,588,417)
tide-cell: 7.13 xyxy=(294,78,315,89)
received-note-3: [Received January 23, 2 5 p.m.] xyxy=(502,1072,612,1083)
column-shipping xyxy=(4,38,154,1644)
